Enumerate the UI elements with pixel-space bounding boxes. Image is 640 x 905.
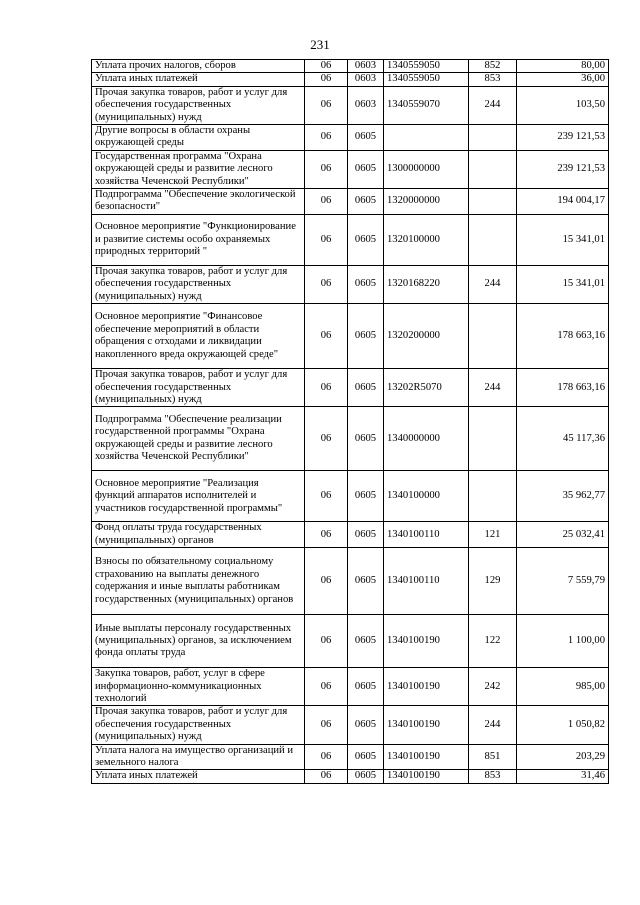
row-expense-type: 244 bbox=[469, 86, 517, 124]
row-subsection: 0605 bbox=[348, 522, 384, 548]
table-row bbox=[92, 548, 609, 615]
table-row bbox=[92, 744, 609, 770]
row-amount: 1 100,00 bbox=[517, 615, 609, 668]
row-section: 06 bbox=[305, 214, 348, 265]
row-target-code: 1340000000 bbox=[384, 407, 469, 471]
row-section: 06 bbox=[305, 86, 348, 124]
table-row bbox=[92, 615, 609, 668]
row-target-code: 1320100000 bbox=[384, 214, 469, 265]
row-expense-type: 129 bbox=[469, 548, 517, 615]
row-expense-type bbox=[469, 125, 517, 151]
row-section: 06 bbox=[305, 189, 348, 215]
row-name: Уплата налога на имущество организаций и земельного налога bbox=[92, 744, 305, 770]
row-section: 06 bbox=[305, 304, 348, 369]
row-target-code: 1320168220 bbox=[384, 265, 469, 303]
row-subsection: 0605 bbox=[348, 125, 384, 151]
row-amount: 194 004,17 bbox=[517, 189, 609, 215]
row-target-code: 1340100190 bbox=[384, 668, 469, 706]
table-row bbox=[92, 369, 609, 407]
row-expense-type: 244 bbox=[469, 706, 517, 744]
row-section: 06 bbox=[305, 615, 348, 668]
budget-table bbox=[91, 59, 609, 784]
row-subsection: 0605 bbox=[348, 407, 384, 471]
row-subsection: 0605 bbox=[348, 668, 384, 706]
row-section: 06 bbox=[305, 73, 348, 86]
table-row bbox=[92, 86, 609, 124]
row-section: 06 bbox=[305, 548, 348, 615]
row-target-code: 13202R5070 bbox=[384, 369, 469, 407]
row-subsection: 0605 bbox=[348, 615, 384, 668]
table-row bbox=[92, 60, 609, 73]
row-subsection: 0605 bbox=[348, 189, 384, 215]
row-subsection: 0605 bbox=[348, 471, 384, 522]
row-target-code: 1340559050 bbox=[384, 73, 469, 86]
row-target-code: 1340100110 bbox=[384, 522, 469, 548]
row-amount: 1 050,82 bbox=[517, 706, 609, 744]
row-section: 06 bbox=[305, 522, 348, 548]
row-subsection: 0605 bbox=[348, 369, 384, 407]
row-subsection: 0605 bbox=[348, 214, 384, 265]
row-section: 06 bbox=[305, 60, 348, 73]
row-name: Основное мероприятие "Реализация функций аппаратов исполнителей и участников государственной программы" bbox=[92, 471, 305, 522]
row-section: 06 bbox=[305, 744, 348, 770]
table-row bbox=[92, 407, 609, 471]
row-expense-type: 244 bbox=[469, 265, 517, 303]
table-row bbox=[92, 73, 609, 86]
row-name: Уплата прочих налогов, сборов bbox=[92, 60, 305, 73]
budget-table-body bbox=[92, 60, 609, 784]
row-subsection: 0605 bbox=[348, 304, 384, 369]
row-amount: 15 341,01 bbox=[517, 265, 609, 303]
table-row bbox=[92, 522, 609, 548]
row-section: 06 bbox=[305, 125, 348, 151]
row-section: 06 bbox=[305, 265, 348, 303]
row-subsection: 0605 bbox=[348, 150, 384, 188]
row-amount: 31,46 bbox=[517, 770, 609, 783]
row-name: Иные выплаты персоналу государственных (муниципальных) органов, за исключением фонда оплаты труда bbox=[92, 615, 305, 668]
row-name: Основное мероприятие "Финансовое обеспечение мероприятий в области обращения с отходами и ликвидации накопленного вреда окружающей среде" bbox=[92, 304, 305, 369]
row-expense-type bbox=[469, 407, 517, 471]
row-expense-type bbox=[469, 214, 517, 265]
row-expense-type: 853 bbox=[469, 73, 517, 86]
row-amount: 985,00 bbox=[517, 668, 609, 706]
row-amount: 103,50 bbox=[517, 86, 609, 124]
row-amount: 239 121,53 bbox=[517, 125, 609, 151]
row-amount: 239 121,53 bbox=[517, 150, 609, 188]
row-target-code: 1320000000 bbox=[384, 189, 469, 215]
row-target-code: 1320200000 bbox=[384, 304, 469, 369]
row-name: Прочая закупка товаров, работ и услуг для обеспечения государственных (муниципальных) нужд bbox=[92, 369, 305, 407]
row-expense-type bbox=[469, 304, 517, 369]
row-expense-type bbox=[469, 471, 517, 522]
row-target-code: 1340559070 bbox=[384, 86, 469, 124]
table-row bbox=[92, 265, 609, 303]
row-target-code: 1340100190 bbox=[384, 744, 469, 770]
row-amount: 45 117,36 bbox=[517, 407, 609, 471]
row-section: 06 bbox=[305, 770, 348, 783]
row-subsection: 0603 bbox=[348, 73, 384, 86]
row-amount: 80,00 bbox=[517, 60, 609, 73]
row-target-code: 1340100190 bbox=[384, 770, 469, 783]
row-target-code: 1300000000 bbox=[384, 150, 469, 188]
row-target-code: 1340559050 bbox=[384, 60, 469, 73]
row-name: Основное мероприятие "Функционирование и развитие системы особо охраняемых природных территорий " bbox=[92, 214, 305, 265]
row-target-code: 1340100190 bbox=[384, 615, 469, 668]
row-name: Фонд оплаты труда государственных (муниципальных) органов bbox=[92, 522, 305, 548]
row-expense-type: 851 bbox=[469, 744, 517, 770]
page-number: 231 bbox=[310, 37, 330, 52]
row-expense-type bbox=[469, 150, 517, 188]
row-expense-type: 852 bbox=[469, 60, 517, 73]
row-name: Подпрограмма "Обеспечение экологической безопасности" bbox=[92, 189, 305, 215]
row-amount: 25 032,41 bbox=[517, 522, 609, 548]
row-target-code: 1340100190 bbox=[384, 706, 469, 744]
row-amount: 35 962,77 bbox=[517, 471, 609, 522]
row-target-code: 1340100000 bbox=[384, 471, 469, 522]
row-subsection: 0605 bbox=[348, 770, 384, 783]
row-expense-type: 244 bbox=[469, 369, 517, 407]
row-expense-type bbox=[469, 189, 517, 215]
row-subsection: 0605 bbox=[348, 548, 384, 615]
table-row bbox=[92, 706, 609, 744]
row-subsection: 0603 bbox=[348, 60, 384, 73]
row-section: 06 bbox=[305, 407, 348, 471]
row-name: Уплата иных платежей bbox=[92, 73, 305, 86]
row-name: Закупка товаров, работ, услуг в сфере информационно-коммуникационных технологий bbox=[92, 668, 305, 706]
row-amount: 7 559,79 bbox=[517, 548, 609, 615]
row-expense-type: 122 bbox=[469, 615, 517, 668]
row-subsection: 0605 bbox=[348, 744, 384, 770]
row-subsection: 0603 bbox=[348, 86, 384, 124]
row-target-code bbox=[384, 125, 469, 151]
table-row bbox=[92, 770, 609, 783]
row-expense-type: 121 bbox=[469, 522, 517, 548]
row-section: 06 bbox=[305, 471, 348, 522]
table-row bbox=[92, 304, 609, 369]
row-amount: 178 663,16 bbox=[517, 369, 609, 407]
row-name: Подпрограмма "Обеспечение реализации государственной программы "Охрана окружающей среды и развитие лесного хозяйства Чеченской Республики" bbox=[92, 407, 305, 471]
row-expense-type: 242 bbox=[469, 668, 517, 706]
row-section: 06 bbox=[305, 369, 348, 407]
row-amount: 15 341,01 bbox=[517, 214, 609, 265]
row-name: Прочая закупка товаров, работ и услуг для обеспечения государственных (муниципальных) нужд bbox=[92, 265, 305, 303]
row-name: Прочая закупка товаров, работ и услуг для обеспечения государственных (муниципальных) нужд bbox=[92, 86, 305, 124]
row-amount: 36,00 bbox=[517, 73, 609, 86]
row-subsection: 0605 bbox=[348, 265, 384, 303]
row-target-code: 1340100110 bbox=[384, 548, 469, 615]
row-section: 06 bbox=[305, 668, 348, 706]
row-name: Другие вопросы в области охраны окружающей среды bbox=[92, 125, 305, 151]
row-name: Взносы по обязательному социальному страхованию на выплаты денежного содержания и иные выплаты работникам государственных (муниципальных) органов bbox=[92, 548, 305, 615]
table-row bbox=[92, 668, 609, 706]
table-row bbox=[92, 125, 609, 151]
row-amount: 203,29 bbox=[517, 744, 609, 770]
table-row bbox=[92, 150, 609, 188]
table-row bbox=[92, 471, 609, 522]
row-name: Государственная программа "Охрана окружающей среды и развитие лесного хозяйства Чеченской Республики" bbox=[92, 150, 305, 188]
row-section: 06 bbox=[305, 150, 348, 188]
table-row bbox=[92, 189, 609, 215]
row-name: Прочая закупка товаров, работ и услуг для обеспечения государственных (муниципальных) нужд bbox=[92, 706, 305, 744]
row-section: 06 bbox=[305, 706, 348, 744]
row-expense-type: 853 bbox=[469, 770, 517, 783]
table-row bbox=[92, 214, 609, 265]
row-subsection: 0605 bbox=[348, 706, 384, 744]
row-amount: 178 663,16 bbox=[517, 304, 609, 369]
row-name: Уплата иных платежей bbox=[92, 770, 305, 783]
